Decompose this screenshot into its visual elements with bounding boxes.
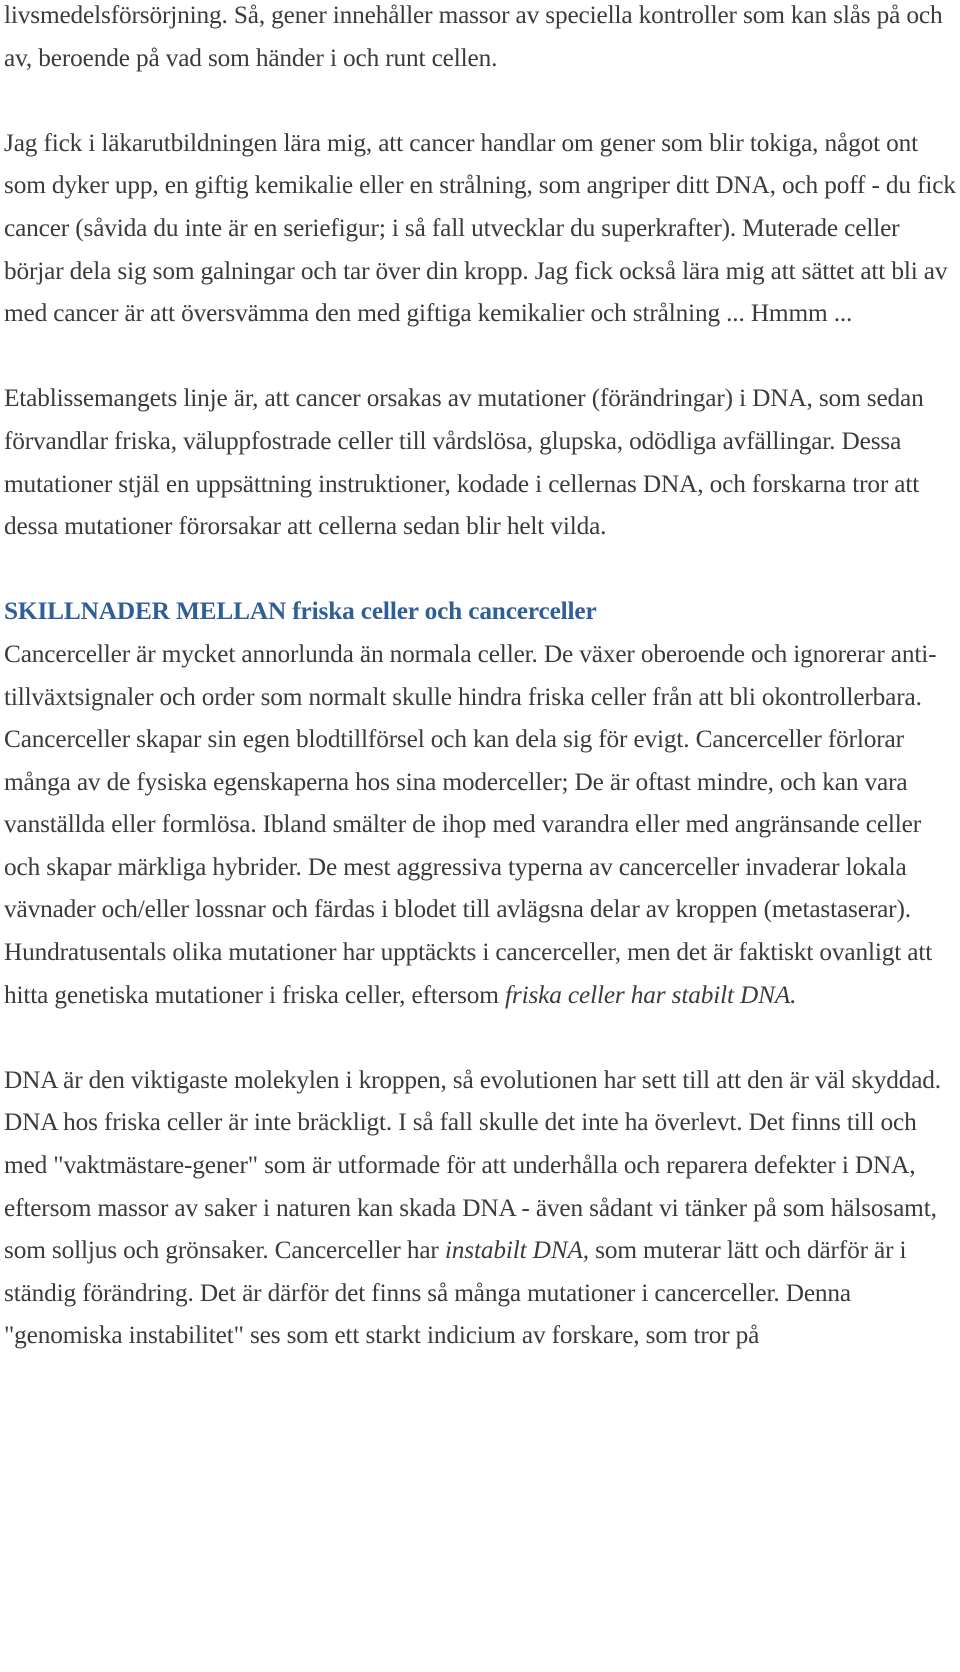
paragraph-cell-differences (4, 633, 956, 1016)
paragraph-dna-stability (4, 1059, 956, 1357)
paragraph-text: DNA är den viktigaste molekylen i kroppen, så evolutionen har sett till att den är väl skyddad. DNA hos friska celler är inte bräckligt. I så fall skulle det inte ha överlevt. Det finns till och med "vaktmästare-gener" som är utformade för att underhålla och reparera defekter i DNA, eftersom massor av saker i naturen kan skada DNA - även sådant vi tänker på som hälsosamt, som solljus och grönsaker. Cancerceller har (4, 1065, 941, 1265)
paragraph-establishment-view: Etablissemangets linje är, att cancer orsakas av mutationer (förändringar) i DNA, som sedan förvandlar friska, väluppfostrade celler till vårdslösa, glupska, odödliga avfällingar. Dessa mutationer stjäl en uppsättning instruktioner, kodade i cellernas DNA, och forskarna tror att dessa mutationer förorsakar att cellerna sedan blir helt vilda. (4, 384, 924, 541)
paragraph-gap (4, 335, 956, 378)
paragraph-gene-controls: livsmedelsförsörjning. Så, gener innehåller massor av speciella kontroller som kan slås på och av, beroende på vad som händer i och runt cellen. (4, 1, 943, 72)
paragraph-gap (4, 548, 956, 591)
paragraph-gap (4, 79, 956, 122)
paragraph-gap (4, 1016, 956, 1059)
paragraph-medical-school: Jag fick i läkarutbildningen lära mig, att cancer handlar om gener som blir tokiga, något ont som dyker upp, en giftig kemikalie eller en strålning, som angriper ditt DNA, och poff - du fick cancer (såvida du inte är en seriefigur; i så fall utvecklar du superkrafter). Muterade celler börjar dela sig som galningar och tar över din kropp. Jag fick också lära mig att sättet att bli av med cancer är att översvämma den med giftiga kemikalier och strålning ... Hmmm ... (4, 128, 956, 328)
italic-emphasis: instabilt DNA, (444, 1236, 589, 1265)
section-heading: SKILLNADER MELLAN friska celler och cancerceller (4, 597, 597, 626)
italic-emphasis: friska celler har stabilt DNA. (505, 980, 797, 1009)
document-page (4, 0, 956, 1357)
paragraph-text: som muterar lätt och därför är i ständig förändring. Det är därför det finns så många mutationer i cancerceller. Denna "genomiska instabilitet" ses som ett starkt indicium av forskare, som tror på (4, 1236, 907, 1350)
paragraph-text: Cancerceller är mycket annorlunda än normala celler. De växer oberoende och ignorerar anti-tillväxtsignaler och order som normalt skulle hindra friska celler från att bli okontrollerbara. Cancerceller skapar sin egen blodtillförsel och kan dela sig för evigt. Cancerceller förlorar många av de fysiska egenskaperna hos sina moderceller; De är oftast mindre, och kan vara vanställda eller formlösa. Ibland smälter de ihop med varandra eller med angränsande celler och skapar märkliga hybrider. De mest aggressiva typerna av cancerceller invaderar lokala vävnader och/eller lossnar och färdas i blodet till avlägsna delar av kroppen (metastaserar). Hundratusentals olika mutationer har upptäckts i cancerceller, men det är faktiskt ovanligt att hitta genetiska mutationer i friska celler, eftersom (4, 639, 937, 1009)
